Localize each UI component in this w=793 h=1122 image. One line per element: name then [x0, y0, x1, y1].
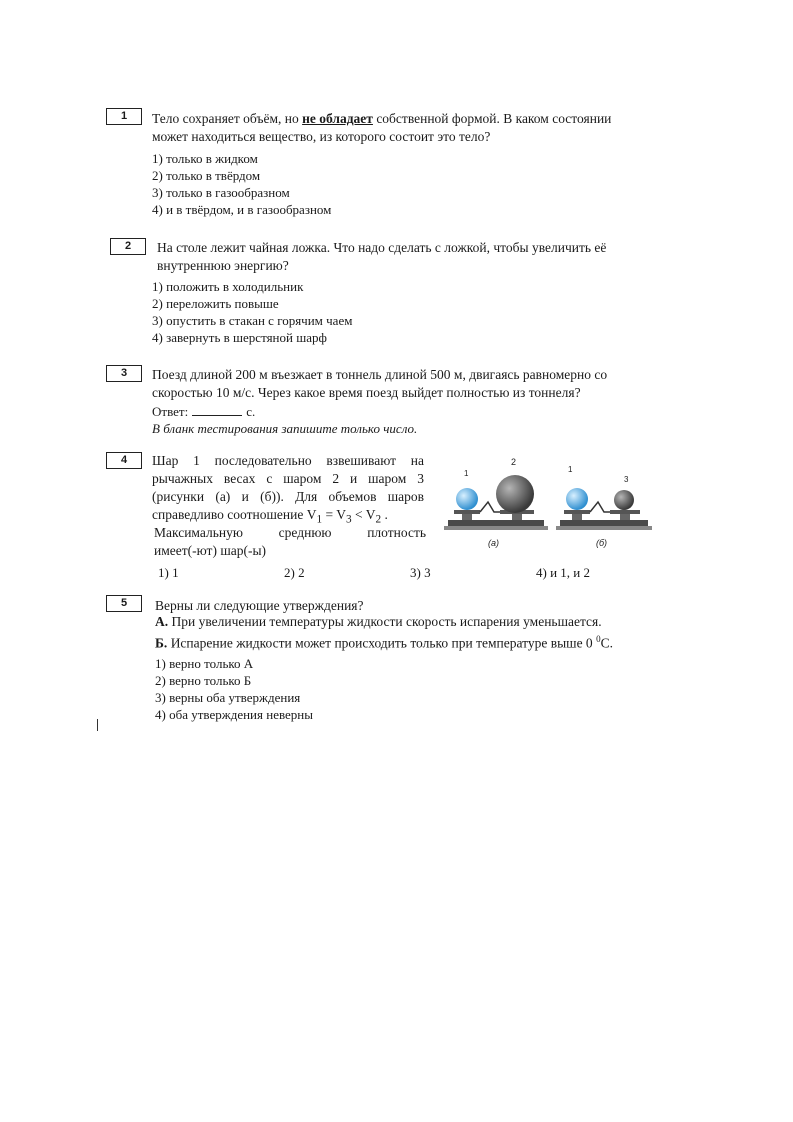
ball-3-label: 3: [624, 475, 629, 484]
relation-end: .: [381, 507, 388, 522]
scale-b: [556, 465, 652, 548]
scale-a-foot: [444, 526, 548, 530]
question-5-text-line-1: Верны ли следующие утверждения?: [155, 598, 364, 613]
scale-a-right-post: [512, 514, 522, 520]
question-2-option-2[interactable]: 2) переложить повыше: [152, 296, 279, 311]
question-1-text-line-1: [152, 110, 611, 128]
relation-sub-3: 3: [345, 513, 352, 526]
question-5-option-1[interactable]: 1) верно только А: [155, 656, 254, 671]
scale-b-base: [560, 520, 648, 526]
question-4-option-3[interactable]: 3) 3: [410, 565, 431, 580]
question-5-option-4[interactable]: 4) оба утверждения неверны: [155, 707, 313, 722]
figure-label-a: (а): [488, 538, 499, 548]
scale-a-left-post: [462, 514, 472, 520]
scale-a-left-pan: [454, 510, 480, 514]
scale-a: [444, 457, 548, 548]
ball-1-b: [566, 488, 588, 510]
scale-b-foot: [556, 526, 652, 530]
question-2-option-4[interactable]: 4) завернуть в шерстяной шарф: [152, 330, 327, 345]
statement-b: [155, 630, 613, 653]
question-3-number: 3: [106, 365, 142, 382]
question-1-emphasis: не обладает: [302, 111, 373, 126]
question-4-option-2[interactable]: 2) 2: [284, 565, 305, 580]
question-1-option-3[interactable]: 3) только в газообразном: [152, 185, 290, 200]
question-4-figure: [440, 450, 660, 558]
question-3-answer-row: [152, 403, 255, 420]
question-4-text-line-6: имеет(-ют) шар(-ы): [154, 543, 267, 558]
question-3-note: В бланк тестирования запишите только число.: [152, 421, 418, 436]
ball-2: [496, 475, 534, 513]
question-4-option-4[interactable]: 4) и 1, и 2: [536, 565, 590, 580]
statement-b-label: Б.: [155, 635, 168, 651]
ball-1-b-label: 1: [568, 465, 573, 474]
question-4-number: 4: [106, 452, 142, 469]
ball-3: [614, 490, 634, 510]
figure-label-b: (б): [596, 538, 608, 548]
relation-mid: = V: [322, 507, 346, 522]
question-4-text-line-2: рычажных весах с шаром 2 и шаром 3: [152, 471, 424, 486]
ball-1-a-label: 1: [464, 469, 469, 478]
question-5-number: 5: [106, 595, 142, 612]
question-1-text-line-2: может находиться вещество, из которого состоит это тело?: [152, 129, 491, 144]
relation-sub-2: 2: [375, 513, 382, 526]
relation-sub-1: 1: [316, 513, 323, 526]
question-1-number: 1: [106, 108, 142, 125]
scale-b-lever: [590, 502, 610, 512]
statement-b-unit: С.: [600, 635, 613, 651]
question-4-text-line-3: (рисунки (а) и (б)). Для объемов шаров: [152, 489, 424, 504]
question-5-option-2[interactable]: 2) верно только Б: [155, 673, 252, 688]
answer-unit: с.: [246, 404, 256, 419]
question-3-text-line-2: скоростью 10 м/с. Через какое время поезд выйдет полностью из тоннеля?: [152, 385, 581, 400]
question-1-text-pre: Тело сохраняет объём, но: [152, 111, 303, 126]
relation-pre: справедливо соотношение V: [152, 507, 317, 522]
scale-a-base: [448, 520, 544, 526]
question-4-text-line-1: Шар 1 последовательно взвешивают на: [152, 453, 424, 468]
question-5-option-3[interactable]: 3) верны оба утверждения: [155, 690, 301, 705]
statement-a-label: А.: [155, 614, 169, 629]
answer-label: Ответ:: [152, 404, 189, 419]
question-1-text-post: собственной формой. В каком состоянии: [372, 111, 612, 126]
scale-b-left-pan: [564, 510, 590, 514]
question-2-number: 2: [110, 238, 146, 255]
question-4-option-1[interactable]: 1) 1: [158, 565, 179, 580]
degree-sup: 0: [596, 634, 601, 644]
relation-lt: < V: [351, 507, 376, 522]
question-1-option-1[interactable]: 1) только в жидком: [152, 151, 258, 166]
question-4-text-line-5: Максимальную среднюю плотность: [154, 525, 426, 540]
statement-b-text: Испарение жидкости может происходить только при температуре выше 0: [167, 635, 597, 651]
ball-1-a: [456, 488, 478, 510]
question-1-option-4[interactable]: 4) и в твёрдом, и в газообразном: [152, 202, 332, 217]
margin-mark: [97, 719, 98, 731]
question-2-option-1[interactable]: 1) положить в холодильник: [152, 279, 304, 294]
question-3-text-line-1: Поезд длиной 200 м въезжает в тоннель длиной 500 м, двигаясь равномерно со: [152, 367, 608, 382]
question-2-text-line-1: На столе лежит чайная ложка. Что надо сделать с ложкой, чтобы увеличить её: [157, 240, 607, 255]
answer-blank-field[interactable]: [192, 403, 242, 416]
scale-b-right-pan: [610, 510, 640, 514]
ball-2-label: 2: [511, 457, 517, 467]
statement-a: [155, 613, 602, 631]
scale-a-lever: [480, 502, 500, 512]
statement-a-text: При увеличении температуры жидкости скорость испарения уменьшается.: [168, 614, 602, 629]
question-2-text-line-2: внутреннюю энергию?: [157, 258, 289, 273]
question-2-option-3[interactable]: 3) опустить в стакан с горячим чаем: [152, 313, 353, 328]
scale-b-right-post: [620, 514, 630, 520]
scale-b-left-post: [572, 514, 582, 520]
question-1-option-2[interactable]: 2) только в твёрдом: [152, 168, 261, 183]
